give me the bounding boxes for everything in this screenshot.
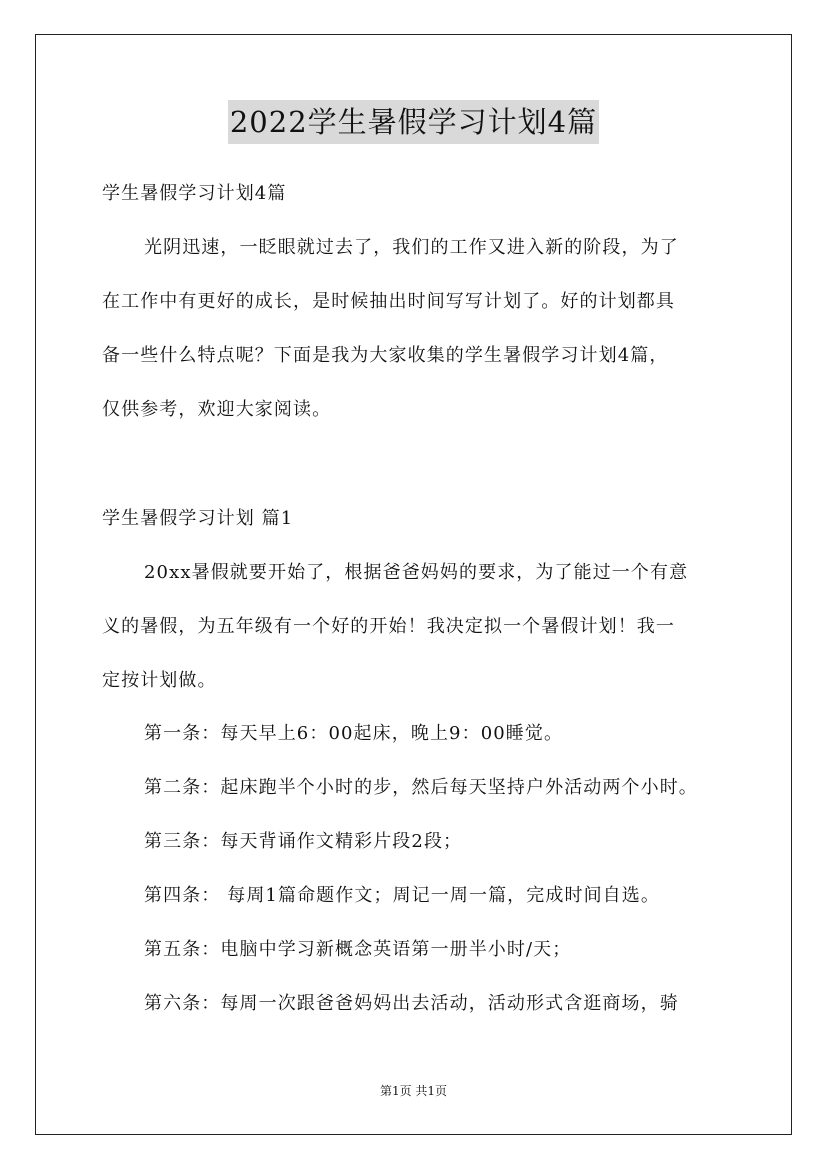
section-line-3: 定按计划做。 — [102, 670, 217, 691]
document-title: 2022学生暑假学习计划4篇 — [228, 100, 599, 144]
rule-5: 第五条：电脑中学习新概念英语第一册半小时/天； — [144, 939, 572, 960]
intro-line-2: 在工作中有更好的成长，是时候抽出时间写写计划了。好的计划都具 — [102, 291, 675, 312]
title-wrap — [0, 100, 827, 144]
section-heading: 学生暑假学习计划 篇1 — [102, 508, 294, 529]
rule-6: 第六条：每周一次跟爸爸妈妈出去活动，活动形式含逛商场，骑 — [144, 993, 679, 1014]
rule-2: 第二条：起床跑半个小时的步，然后每天坚持户外活动两个小时。 — [144, 777, 698, 798]
section-line-2: 义的暑假，为五年级有一个好的开始！我决定拟一个暑假计划！我一 — [102, 616, 675, 637]
rule-4: 第四条： 每周1篇命题作文；周记一周一篇，完成时间自选。 — [144, 885, 660, 906]
document-subtitle: 学生暑假学习计划4篇 — [102, 183, 287, 204]
section-line-1: 20xx暑假就要开始了，根据爸爸妈妈的要求，为了能过一个有意 — [144, 562, 689, 583]
intro-line-4: 仅供参考，欢迎大家阅读。 — [102, 399, 332, 420]
intro-line-3: 备一些什么特点呢？下面是我为大家收集的学生暑假学习计划4篇， — [102, 345, 669, 366]
intro-line-1: 光阴迅速，一眨眼就过去了，我们的工作又进入新的阶段，为了 — [144, 237, 679, 258]
rule-3: 第三条：每天背诵作文精彩片段2段； — [144, 831, 463, 852]
rule-1: 第一条：每天早上6：00起床，晚上9：00睡觉。 — [144, 723, 564, 744]
page-footer: 第1页 共1页 — [379, 1084, 448, 1098]
